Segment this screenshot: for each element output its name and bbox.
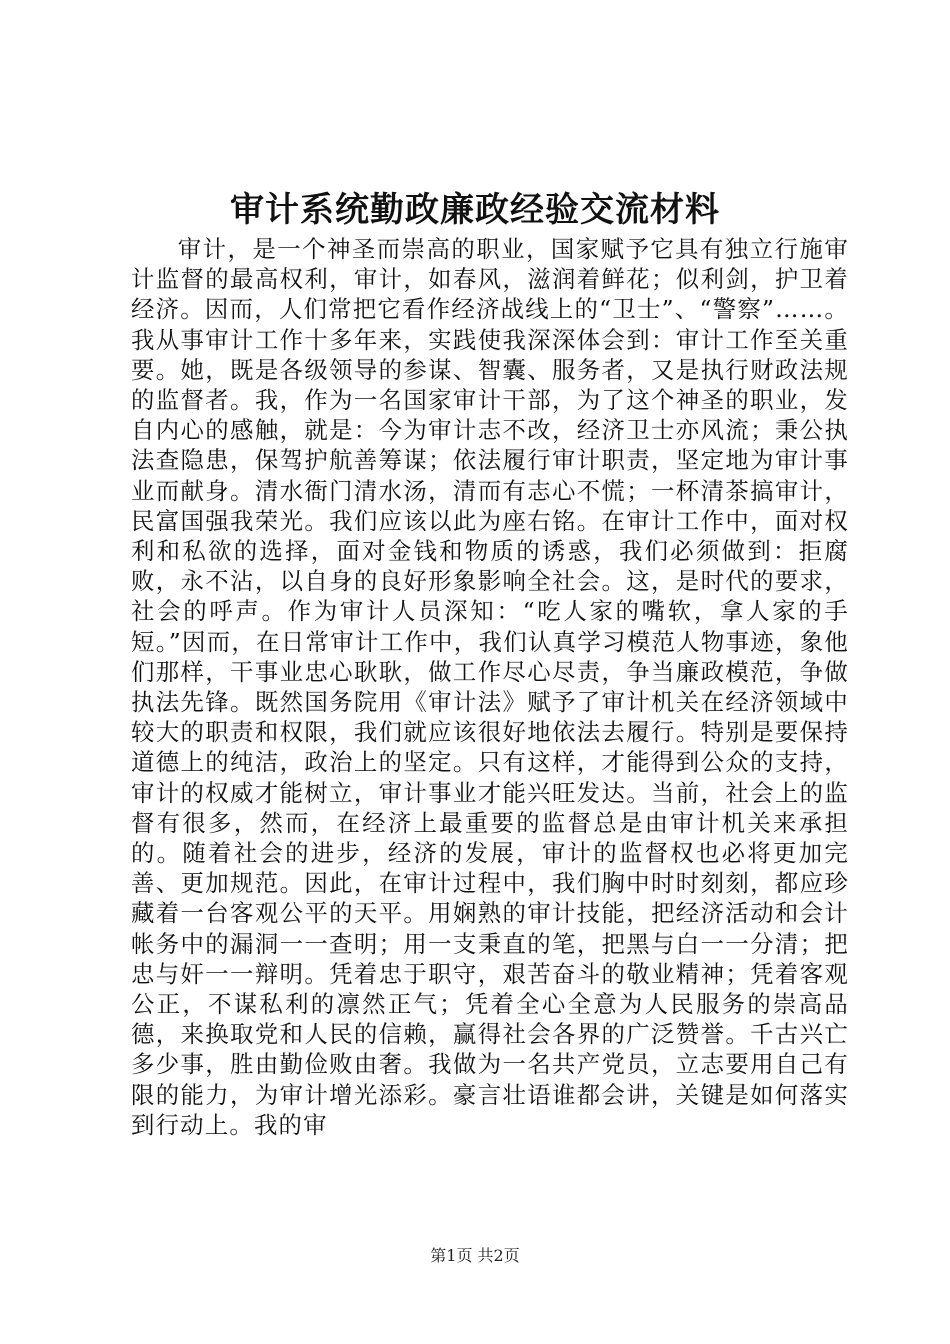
document-title: 审计系统勤政廉政经验交流材料 — [230, 190, 720, 230]
page-number-footer: 第1页 共2页 — [430, 1246, 520, 1265]
document-body: 审计，是一个神圣而崇高的职业，国家赋予它具有独立行施审计监督的最高权利，审计，如春风，滋润着鲜花；似利剑，护卫着经济。因而，人们常把它看作经济战线上的“卫士”、“警察”……。我从事审计工作十多年来，实践使我深深体会到：审计工作至关重要。她，既是各级领导的参谋、智囊、服务者，又是执行财政法规的监督者。我，作为一名国家审计干部，为了这个神圣的职业，发自内心的感触，就是：今为审计志不改，经济卫士亦风流；秉公执法查隐患，保驾护航善筹谋；依法履行审计职责，坚定地为审计事业而献身。清水衙门清水汤，清而有志心不慌；一杯清茶搞审计，民富国强我荣光。我们应该以此为座右铭。在审计工作中，面对权利和私欲的选择，面对金钱和物质的诱惑，我们必须做到：拒腐败，永不沾，以自身的良好形象影响全社会。这，是时代的要求，社会的呼声。作为审计人员深知：“吃人家的嘴软，拿人家的手短。”因而，在日常审计工作中，我们认真学习模范人物事迹，象他们那样，干事业忠心耿耿，做工作尽心尽责，争当廉政模范，争做执法先锋。既然国务院用《审计法》赋予了审计机关在经济领域中较大的职责和权限，我们就应该很好地依法去履行。特别是要保持道德上的纯洁，政治上的坚定。只有这样，才能得到公众的支持，审计的权威才能树立，审计事业才能兴旺发达。当前，社会上的监督有很多，然而，在经济上最重要的监督总是由审计机关来承担的。随着社会的进步，经济的发展，审计的监督权也必将更加完善、更加规范。因此，在审计过程中，我们胸中时时刻刻，都应珍藏着一台客观公平的天平。用娴熟的审计技能，把经济活动和会计帐务中的漏洞一一查明；用一支秉直的笔，把黑与白一一分清；把忠与奸一一辩明。凭着忠于职守，艰苦奋斗的敬业精神；凭着客观公正，不谋私利的凛然正气；凭着全心全意为人民服务的崇高品德，来换取党和人民的信赖，赢得社会各界的广泛赞誉。千古兴亡多少事，胜由勤俭败由奢。我做为一名共产党员，立志要用自己有限的能力，为审计增光添彩。豪言壮语谁都会讲，关键是如何落实到行动上。我的审 — [131, 235, 849, 1139]
